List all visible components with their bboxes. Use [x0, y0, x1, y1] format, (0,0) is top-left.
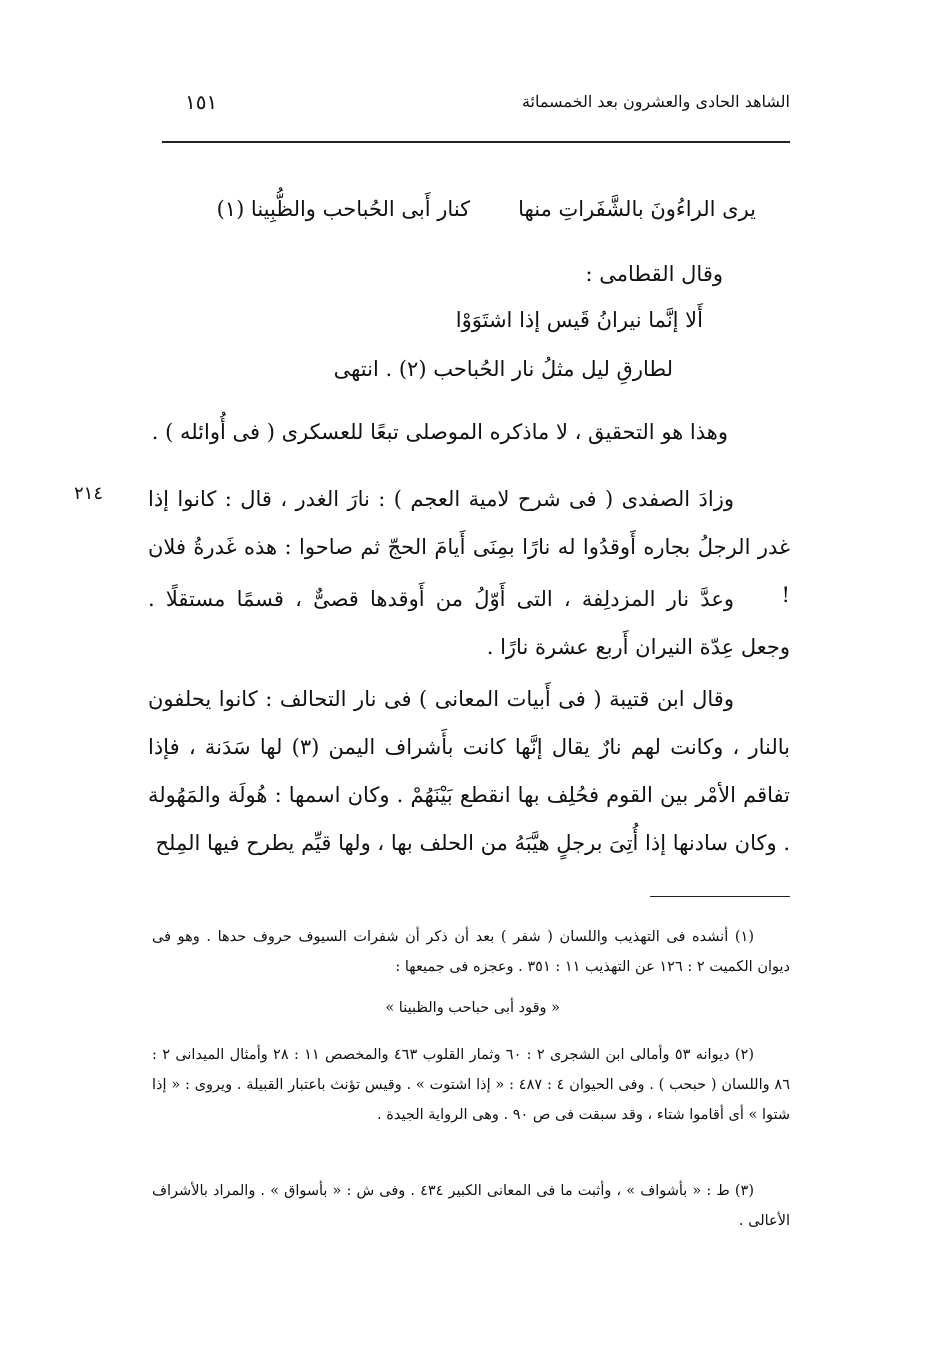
footnote-2 [152, 1040, 790, 1130]
page-number: ١٥١ [185, 90, 218, 114]
running-title: الشاهد الحادى والعشرون بعد الخمسمائة [521, 92, 790, 111]
footnote-1-verse: « وقود أبى حباحب والظبينا » [385, 1000, 560, 1016]
paragraph-2-text: وزادَ الصفدى ( فى شرح لامية العجم ) : نارَ الغدر ، قال : كانوا إذا غدر الرجلُ بجاره أَوقدُوا له نارًا بمِنَى أَيامَ الحجّ ثم صاحوا : هذه غَدرةُ فلان ! [148, 487, 790, 607]
verse-2-second-hemistich: لطارقِ ليل مثلُ نار الحُباحب (٢) . انتهى [333, 357, 673, 381]
verse-1-first-hemistich: يرى الراءُونَ بالشَّفَراتِ منها [518, 197, 756, 221]
paragraph-1: وهذا هو التحقيق ، لا ماذكره الموصلى تبعًا للعسكرى ( فى أُوائله ) . [151, 420, 728, 444]
margin-number: ٢١٤ [74, 483, 104, 504]
verse-1 [217, 197, 756, 221]
paragraph-3 [148, 575, 790, 671]
footnote-1 [152, 922, 790, 982]
paragraph-4 [148, 675, 790, 867]
footnote-3-text: (٣) ط : « بأشواف » ، وأثبت ما فى المعانى الكبير ٤٣٤ . وفى ش : « بأسواق » . والمراد بالأشراف الأعالى . [152, 1183, 790, 1229]
footnote-2-text: (٢) ديوانه ٥٣ وأمالى ابن الشجرى ٢ : ٦٠ وثمار القلوب ٤٦٣ والمخصص ١١ : ٢٨ وأمثال الميدانى ٢ : ٨٦ واللسان ( حبحب ) . وفى الحيوان ٤ : ٤٨٧ : « إذا اشتوت » . وقيس تؤنث باعتبار القبيلة . ويروى : « إذا شتوا » أى أقاموا شتاء ، وقد سبقت فى ص ٩٠ . وهى الرواية الجيدة . [152, 1047, 790, 1123]
footnote-3 [152, 1176, 790, 1236]
paragraph-3-text: وعدَّ نار المزدلِفة ، التى أَوّلُ من أَوقدها قصىٌّ ، قسمًا مستقلًا . وجعل عِدّة النيران أَربع عشرة نارًا . [148, 587, 790, 659]
footnote-1-text: (١) أنشده فى التهذيب واللسان ( شفر ) بعد أن ذكر أن شفرات السيوف حروف حدها . وهو فى ديوان الكميت ٢ : ١٢٦ عن التهذيب ١١ : ٣٥١ . وعجزه فى جميعها : [152, 929, 790, 975]
footnote-rule [650, 896, 790, 897]
poet-attribution: وقال القطامى : [585, 262, 723, 286]
header-rule [162, 141, 790, 143]
paragraph-4-text: وقال ابن قتيبة ( فى أَبيات المعانى ) فى نار التحالف : كانوا يحلفون بالنار ، وكانت لهم نارٌ يقال إنَّها كانت بأَشراف اليمن (٣) لها سَدَنة ، فإذا تفاقم الأمْر بين القوم فحُلِف بها انقطع بَيْنَهُمْ . وكان اسمها : هُولَة والمَهُولة . وكان سادنها إذا أُتِىَ برجلٍ هيَّبَهُ من الحلف بها ، ولها قيِّم يطرح فيها المِلح [148, 687, 791, 855]
verse-1-second-hemistich: كنار أَبى الحُباحب والظُّبِينا (١) [216, 197, 471, 221]
verse-2-first-hemistich: أَلا إنَّما نيرانُ قَيس إذا اشتَوَوْا [455, 308, 703, 332]
